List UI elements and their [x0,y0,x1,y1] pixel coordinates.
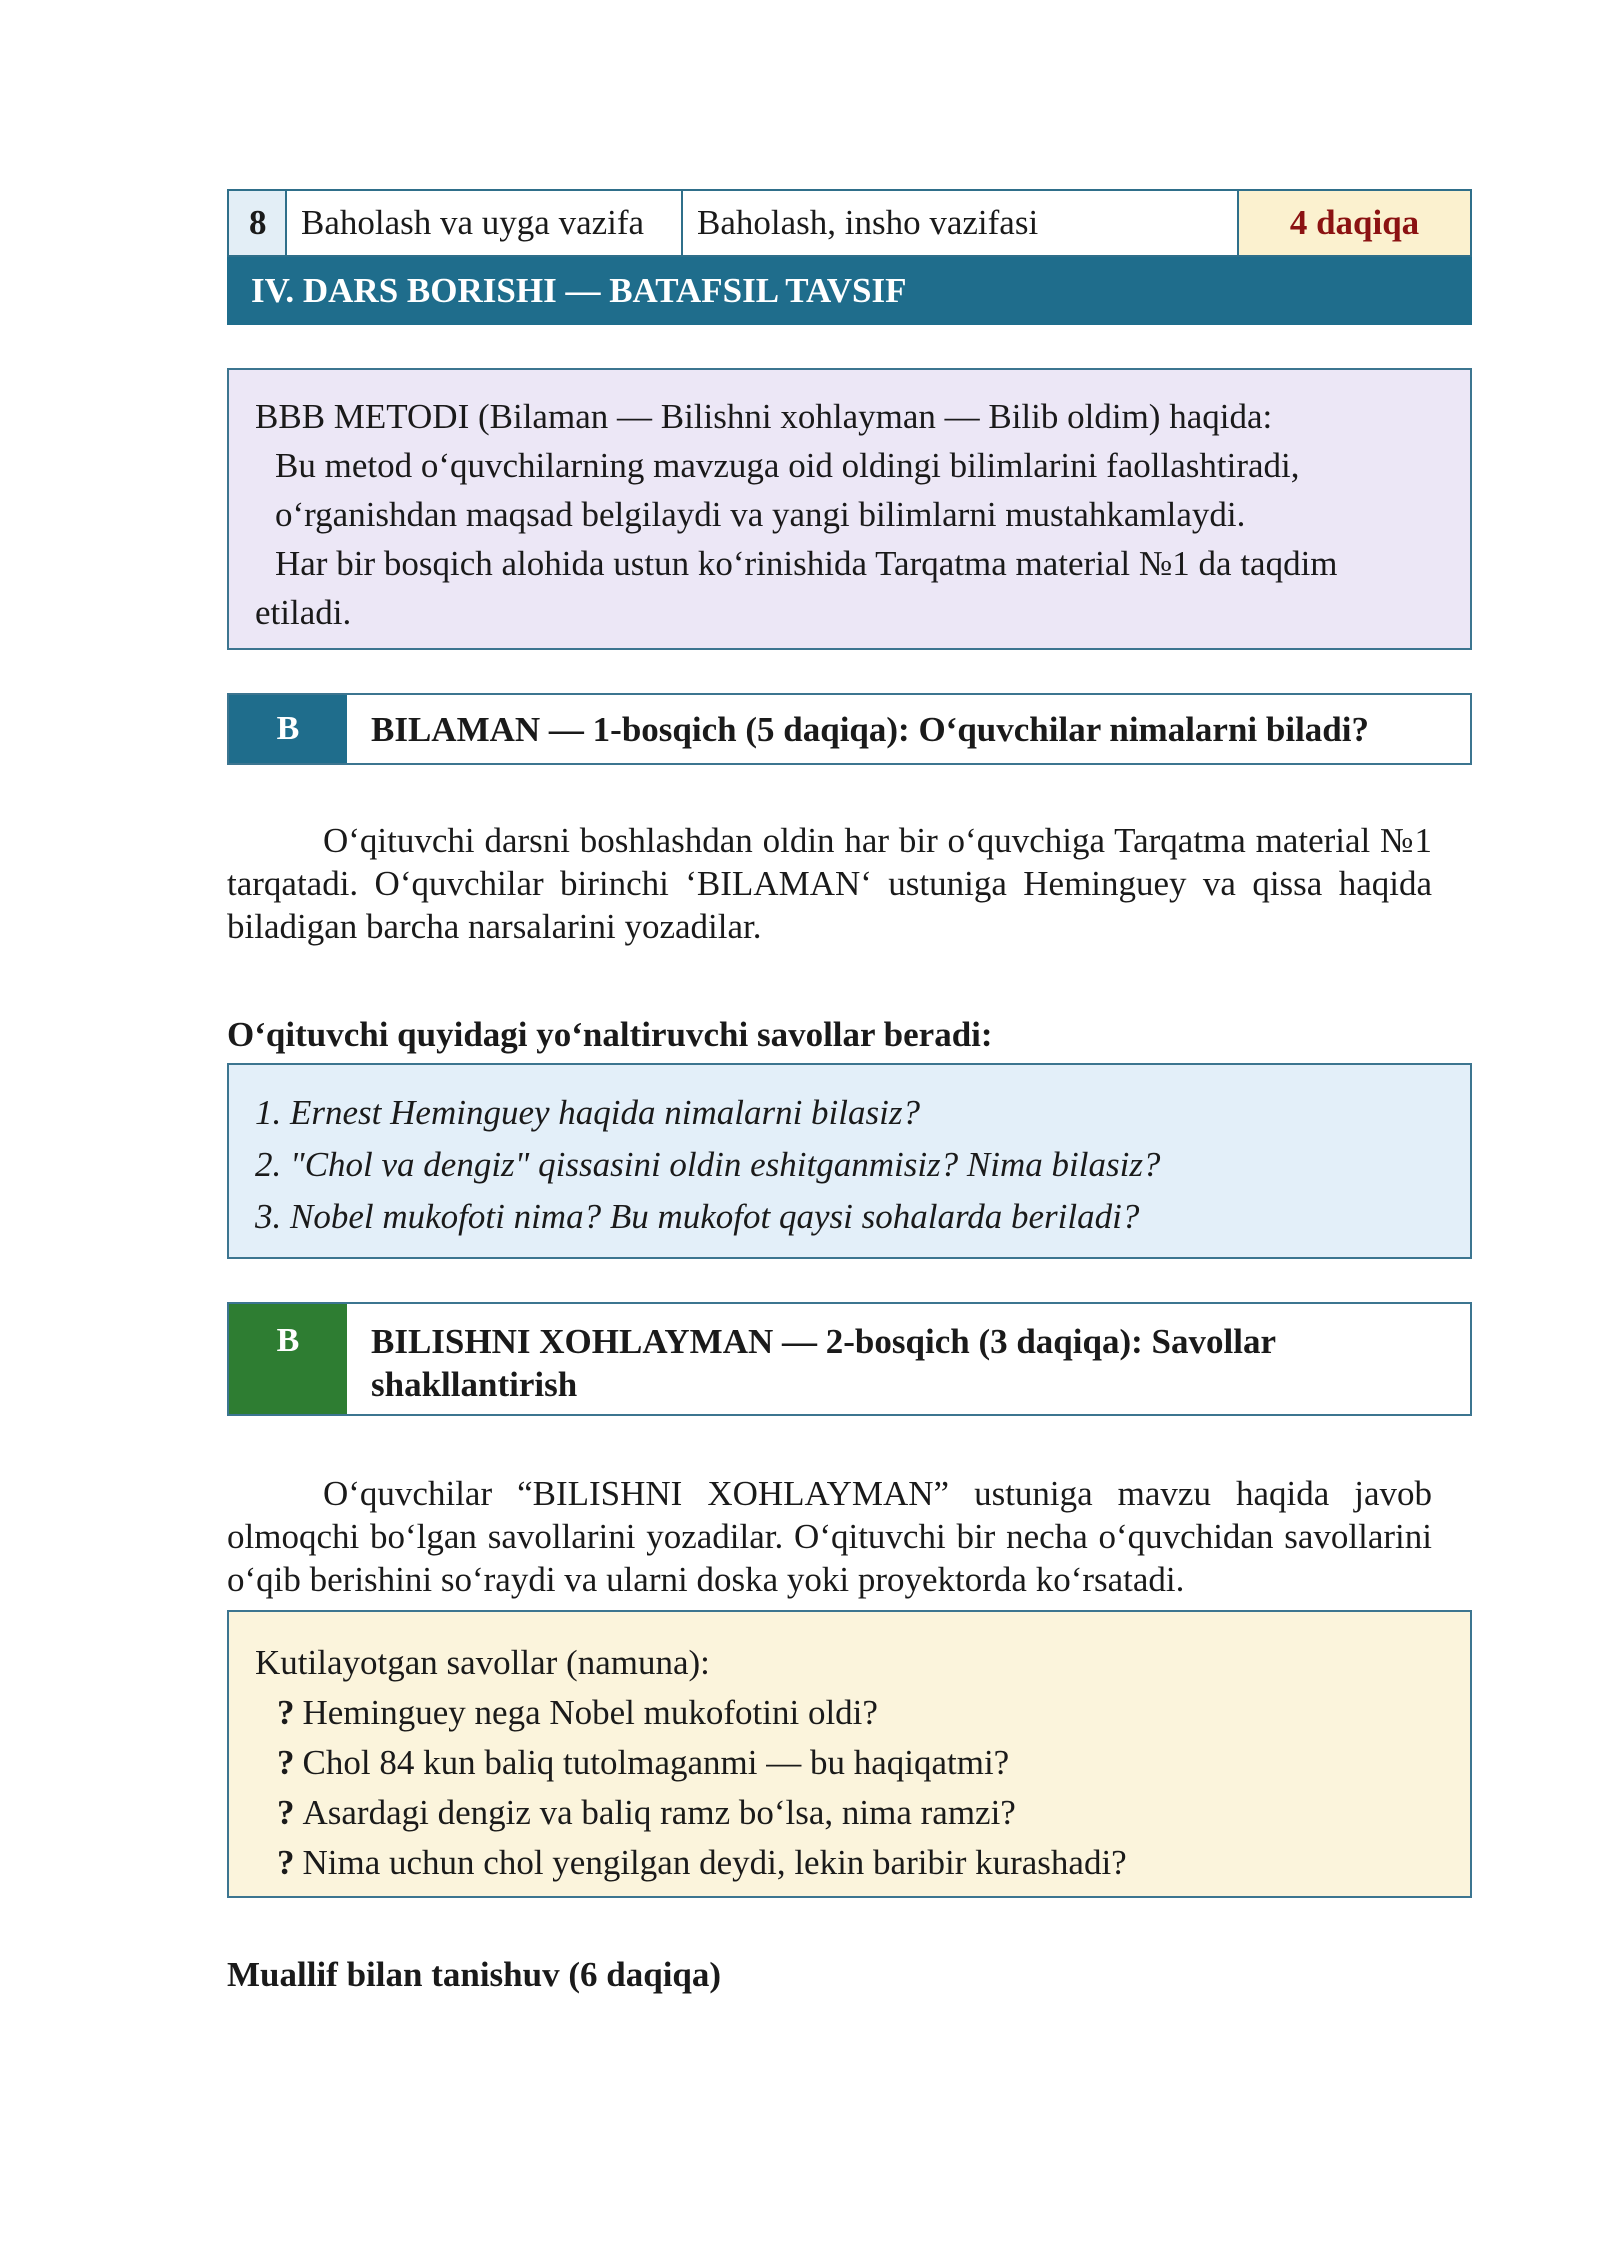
info-line: Bu metod o‘quvchilarning mavzuga oid oldingi bilimlarini faollashtiradi, [275,446,1300,485]
expected-question-text: Heminguey nega Nobel mukofotini oldi? [302,1693,878,1732]
stage-2-paragraph: O‘quvchilar “BILISHNI XOHLAYMAN” ustuniga mavzu haqida javob olmoqchi bo‘lgan savollarini yozadilar. O‘qituvchi bir necha o‘quvchidan savollarini o‘qib berishini so‘raydi va ularni doska yoki proyektorda ko‘rsatadi. [227,1474,1432,1599]
questions-heading: O‘qituvchi quyidagi yo‘naltiruvchi savollar beradi: [227,1015,993,1054]
stage-2-header [227,1302,1472,1416]
expected-question-item [255,1788,1444,1838]
stage-1-header [227,693,1472,765]
expected-question-text: Asardagi dengiz va baliq ramz bo‘lsa, nima ramzi? [302,1793,1016,1832]
expected-questions-box [227,1610,1472,1898]
question-mark-icon: ? [277,1693,295,1732]
method-info-box [227,368,1472,650]
expected-heading: Kutilayotgan savollar (namuna): [255,1643,710,1682]
info-line: o‘rganishdan maqsad belgilaydi va yangi bilimlarni mustahkamlaydi. [275,495,1246,534]
question-mark-icon: ? [277,1843,295,1882]
guiding-questions-box [227,1063,1472,1259]
stage-1-title: BILAMAN — 1-bosqich (5 daqiqa): O‘quvchilar nimalarni biladi? [371,709,1369,749]
info-line: BBB METODI (Bilaman — Bilishni xohlayman — Bilib oldim) haqida: [255,397,1273,436]
row-stage: Baholash va uyga vazifa [287,191,683,255]
stage-2-tag: B [229,1304,347,1414]
next-section-heading: Muallif bilan tanishuv (6 daqiqa) [227,1955,722,1994]
info-line: Har bir bosqich alohida ustun ko‘rinishida Tarqatma material №1 da taqdim [275,544,1338,583]
expected-question-text: Nima uchun chol yengilgan deydi, lekin baribir kurashadi? [302,1843,1127,1882]
row-number: 8 [229,191,287,255]
row-time: 4 daqiqa [1239,191,1470,255]
question-item: 1. Ernest Heminguey haqida nimalarni bilasiz? [255,1093,920,1132]
expected-question-item [255,1688,1444,1738]
expected-question-text: Chol 84 kun baliq tutolmaganmi — bu haqiqatmi? [302,1743,1010,1782]
question-item: 3. Nobel mukofoti nima? Bu mukofot qaysi sohalarda beriladi? [255,1197,1140,1236]
info-line: etiladi. [255,593,352,632]
stage-1-tag: B [229,695,347,763]
section-title: IV. DARS BORISHI — BATAFSIL TAVSIF [227,257,1472,325]
expected-question-item [255,1738,1444,1788]
stage-2-title: BILISHNI XOHLAYMAN — 2-bosqich (3 daqiqa): Savollar shakllantirish [371,1322,1276,1404]
stage-1-paragraph: O‘qituvchi darsni boshlashdan oldin har bir o‘quvchiga Tarqatma material №1 tarqatadi. O‘quvchilar birinchi ‘BILAMAN‘ ustuniga Heminguey va qissa haqida biladigan barcha narsalarini yozadilar. [227,821,1432,946]
row-activity: Baholash, insho vazifasi [683,191,1239,255]
question-item: 2. "Chol va dengiz" qissasini oldin eshitganmisiz? Nima bilasiz? [255,1145,1161,1184]
lesson-plan-table-row [227,189,1472,257]
question-mark-icon: ? [277,1793,295,1832]
question-mark-icon: ? [277,1743,295,1782]
expected-question-item [255,1838,1444,1888]
